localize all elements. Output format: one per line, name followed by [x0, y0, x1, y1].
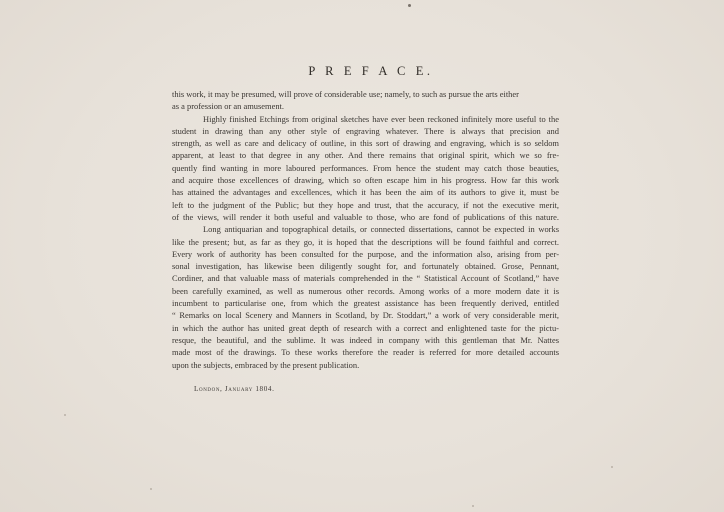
- text-line: “ Remarks on local Scenery and Manners in Scotland, by Dr. Stoddart,” a work of very considerable merit,: [172, 310, 559, 321]
- page-title: P R E F A C E.: [308, 64, 434, 78]
- paper-speck: [472, 505, 474, 507]
- text-line: left to the judgment of the Public; but they hope and trust, that the accuracy, if not the executive merit,: [172, 199, 559, 210]
- text-line: Every work of authority has been consulted for the purpose, and the information also, arising from per-: [172, 248, 559, 259]
- text-line: sonal investigation, has likewise been diligently sought for, and fortunately obtained. Grose, Pennant,: [172, 261, 559, 272]
- text-line: resque, the beautiful, and the sublime. It was indeed in company with this gentleman that Mr. Nattes: [172, 334, 559, 345]
- text-line: and acquire those excellences of drawing, which so often escape him in his progress. How far this work: [172, 175, 559, 186]
- text-line: of the views, will render it both useful and valuable to those, who are fond of publications of this nature.: [172, 211, 559, 222]
- text-line: quently find wanting in more laboured performances. From hence the student may catch those beauties,: [172, 162, 559, 173]
- text-line: has attained the advantages and excellences, which it has been the aim of its authors to give it, must be: [172, 187, 559, 198]
- text-line: made most of the drawings. To these works therefore the reader is referred for more detailed accounts: [172, 347, 559, 358]
- text-line: student in drawing than any other style of engraving whatever. There is always that precision and: [172, 125, 559, 136]
- text-line: upon the subjects, embraced by the present publication.: [172, 359, 360, 370]
- text-line: apparent, at least to that degree in any other. And there remains that original spirit, which we so fre-: [172, 150, 559, 161]
- text-line: incumbent to particularise one, from which the greatest assistance has been frequently derived, entitled: [172, 298, 559, 309]
- text-line: this work, it may be presumed, will prove of considerable use; namely, to such as pursue the arts either: [172, 89, 519, 99]
- ink-dot: [408, 4, 411, 7]
- text-line: like the present; but, as far as they go, it is hoped that the descriptions will be found faithful and correct.: [172, 236, 559, 247]
- preface-body: [172, 88, 559, 371]
- text-line: Long antiquarian and topographical details, or connected dissertations, cannot be expected in works: [203, 224, 559, 235]
- text-line: in which the author has united great depth of research with a correct and enlightened taste for the pictu-: [172, 322, 559, 333]
- signoff-date: London, January 1804.: [194, 385, 275, 393]
- text-line: strength, as well as care and delicacy of outline, in this sort of drawing and engraving, which is so seldom: [172, 138, 559, 149]
- text-line: as a profession or an amusement.: [172, 101, 284, 112]
- paper-speck: [150, 488, 152, 490]
- text-line: Highly finished Etchings from original sketches have ever been reckoned infinitely more useful to the: [203, 113, 559, 124]
- paper-speck: [64, 414, 66, 416]
- text-line: been carefully examined, as well as numerous other records. Among works of a more modern date it is: [172, 285, 559, 296]
- text-line: Cordiner, and that valuable mass of materials comprehended in the “ Statistical Account of Scotland,” have: [172, 273, 559, 284]
- paper-speck: [611, 466, 613, 468]
